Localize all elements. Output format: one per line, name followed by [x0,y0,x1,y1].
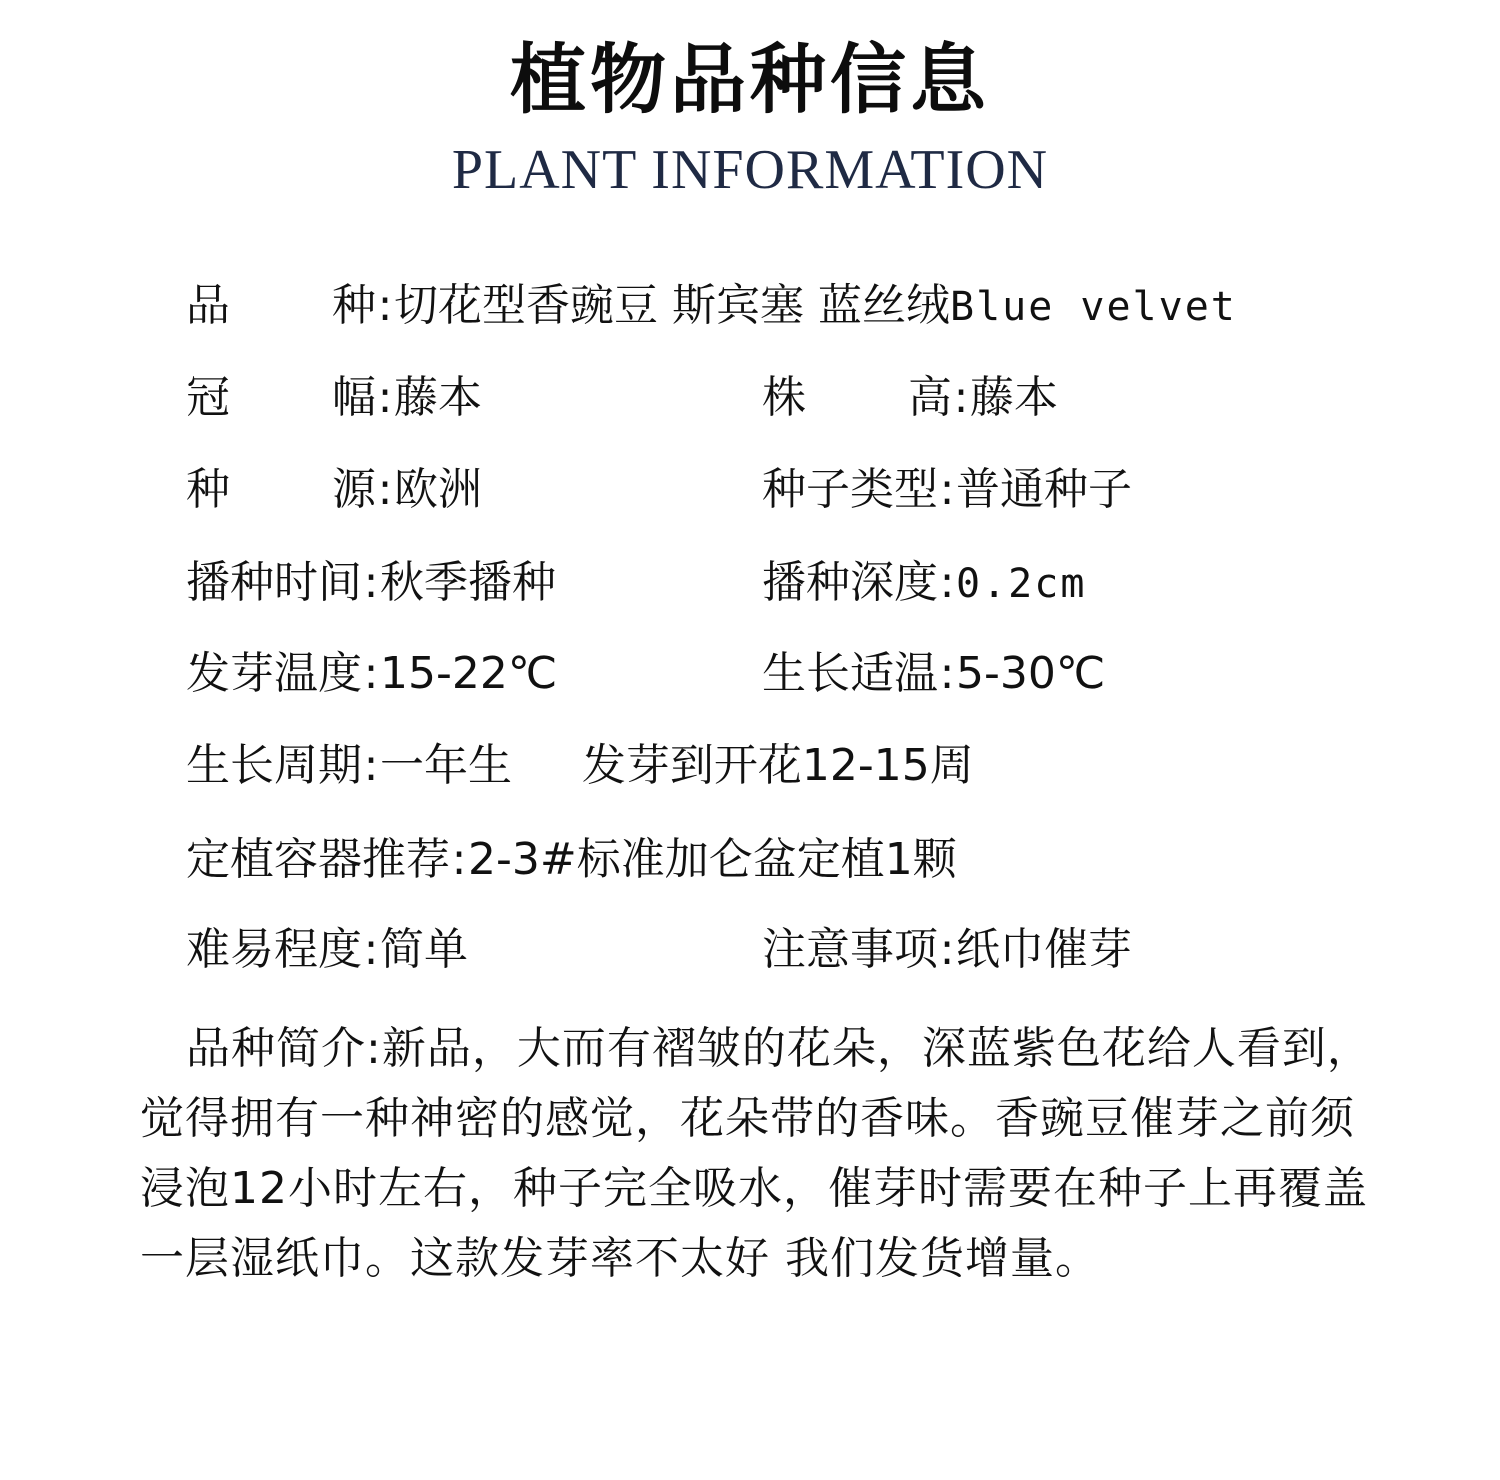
growth-temp-separator: : [939,648,955,699]
row-sow-depth [762,557,1087,608]
difficulty-value: 简单 [380,924,468,975]
sow-depth-separator: : [939,557,955,608]
sow-time-label: 播种时间 [186,557,362,608]
seed-type-separator: : [939,464,955,515]
variety-value-cn: 切花型香豌豆 斯宾塞 蓝丝绒 [394,280,950,331]
row-sow-time [186,557,556,608]
difficulty-separator: : [363,924,379,975]
description-separator: : [366,1023,382,1074]
row-notes [762,924,1132,975]
variety-value-en: Blue velvet [949,284,1237,330]
notes-separator: : [939,924,955,975]
difficulty-label: 难易程度 [186,924,362,975]
crown-label: 冠 幅 [186,372,376,423]
row-variety [186,280,1237,331]
container-value: 2-3#标准加仑盆定植1颗 [468,834,957,885]
crown-value: 藤本 [394,372,482,423]
container-separator: : [451,834,467,885]
growth-cycle-value: 一年生 发芽到开花12-15周 [380,740,974,791]
crown-separator: : [377,372,393,423]
row-germination-temp [186,648,558,699]
origin-label: 种 源 [186,464,376,515]
description-text: 新品，大而有褶皱的花朵，深蓝紫色花给人看到，觉得拥有一种神密的感觉，花朵带的香味。香豌豆催芽之前须浸泡12小时左右，种子完全吸水，催芽时需要在种子上再覆盖一层湿纸巾。这款发芽率不太好 我们发货增量。 [140,1023,1372,1284]
row-container [186,834,957,885]
height-separator: : [953,372,969,423]
origin-separator: : [377,464,393,515]
notes-label: 注意事项 [762,924,938,975]
height-label: 株 高 [762,372,952,423]
germination-temp-value: 15-22℃ [380,648,558,699]
height-value: 藤本 [970,372,1058,423]
row-growth-temp [762,648,1106,699]
variety-separator: : [377,280,393,331]
container-label: 定植容器推荐 [186,834,450,885]
growth-cycle-separator: : [363,740,379,791]
notes-value: 纸巾催芽 [956,924,1132,975]
growth-cycle-label: 生长周期 [186,740,362,791]
germination-temp-separator: : [363,648,379,699]
germination-temp-label: 发芽温度 [186,648,362,699]
description-label: 品种简介 [186,1023,366,1074]
origin-value: 欧洲 [394,464,482,515]
description-paragraph [140,1014,1380,1294]
row-seed-type [762,464,1132,515]
row-difficulty [186,924,468,975]
sow-depth-label: 播种深度 [762,557,938,608]
sow-time-value: 秋季播种 [380,557,556,608]
seed-type-value: 普通种子 [956,464,1132,515]
row-crown [186,372,482,423]
seed-type-label: 种子类型 [762,464,938,515]
variety-label: 品 种 [186,280,376,331]
sow-time-separator: : [363,557,379,608]
page-title: 植物品种信息 [510,35,990,124]
row-height [762,372,1058,423]
growth-temp-value: 5-30℃ [956,648,1106,699]
growth-temp-label: 生长适温 [762,648,938,699]
row-origin [186,464,482,515]
page-subtitle: PLANT INFORMATION [451,139,1049,201]
row-growth-cycle [186,740,974,791]
sow-depth-value: 0.2cm [956,561,1087,607]
